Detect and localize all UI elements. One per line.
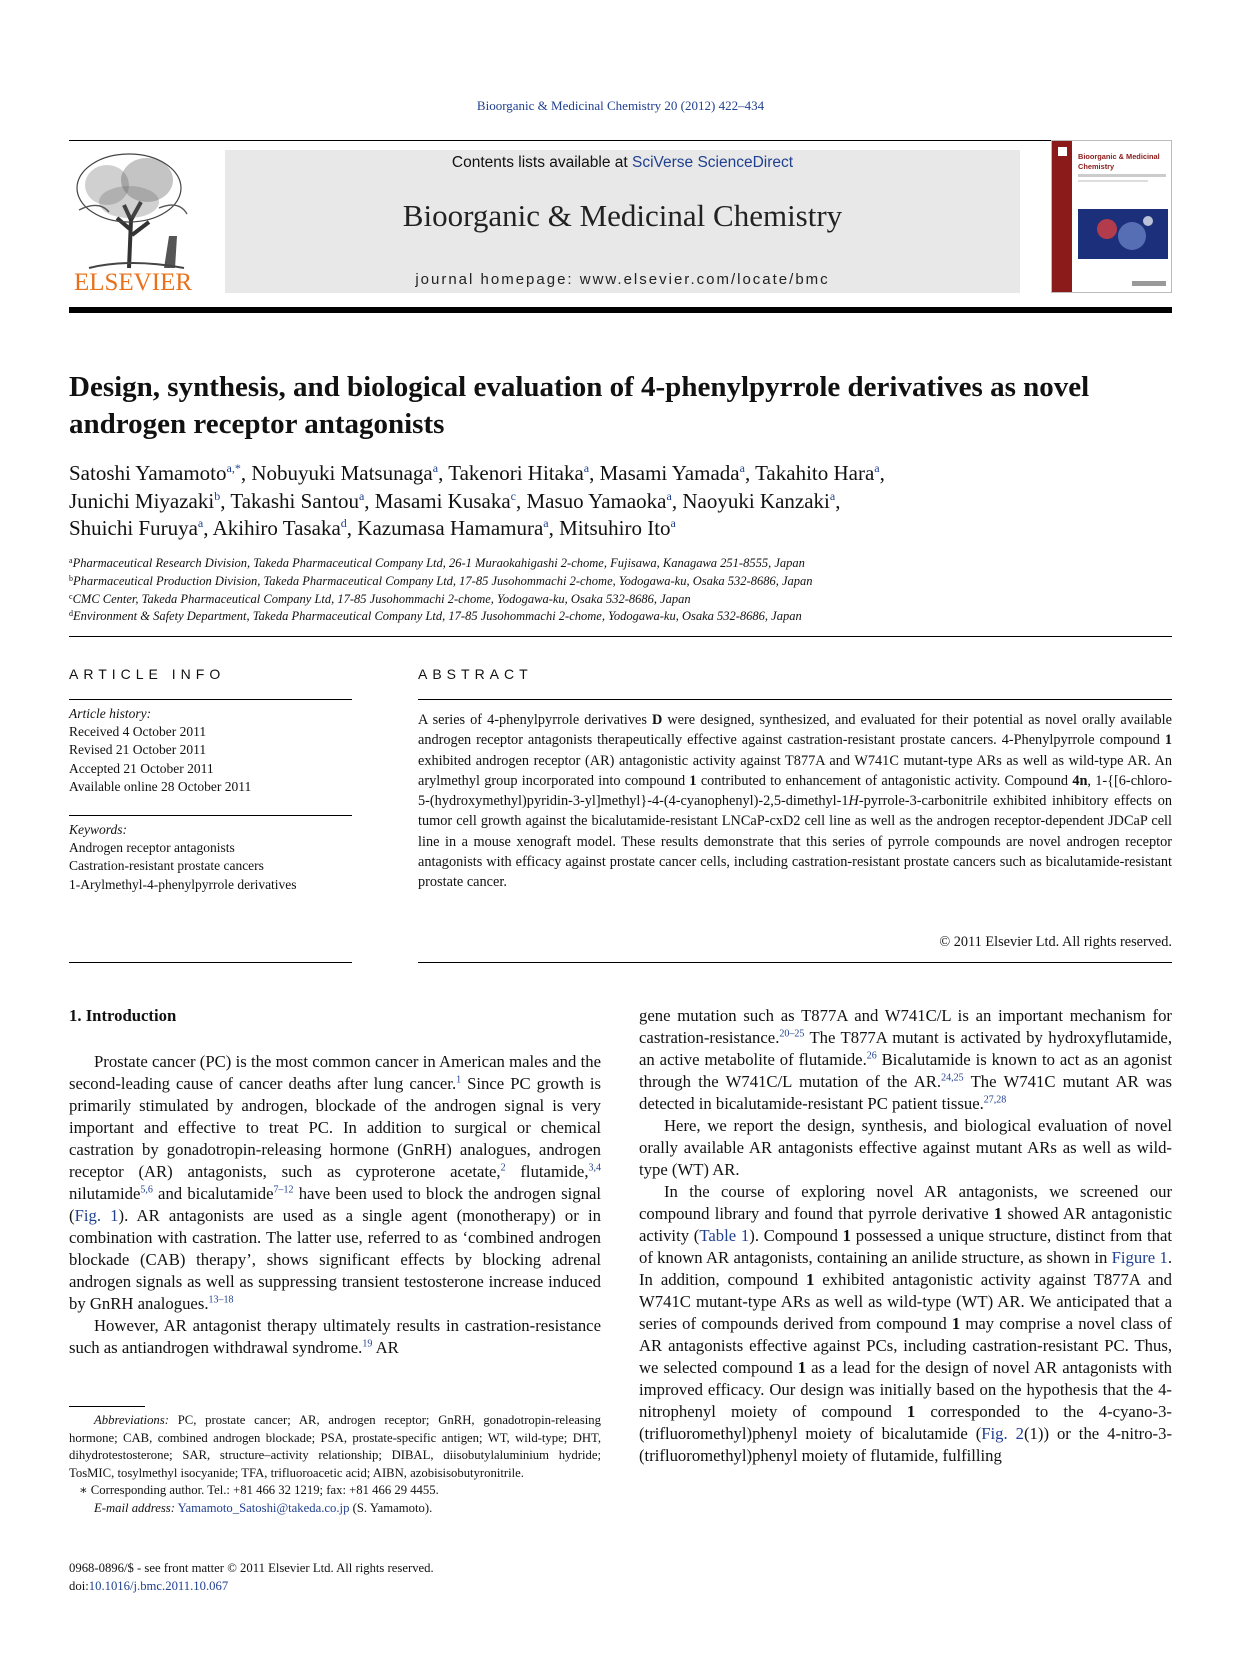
author-name[interactable]: Kazumasa Hamamura <box>357 516 544 540</box>
intro-paragraph-1: Prostate cancer (PC) is the most common cancer in American males and the second-leading cause of cancer deaths after lung cancer.$^1$ Since PC growth is primarily stimulated by androgen, blockade of the androgen signal is very important and effective to treat PC. In addition to surgical or chemical castration by gonadotropin-releasing hormone (GnRH) analogues, androgen receptor (AR) antagonists, such as cyproterone acetate,$^2$ flutamide,$^{3,4}$ nilutamide$^{5,6}$ and bicalutamide$^{7-12}$ have been used to block the androgen signal (Fig. 1). AR antagonists are used as a single agent (monotherapy) or in combination with castration. The latter use, referred to as ‘combined androgen blockade (CAB) therapy’, shows significant effects by blocking adrenal androgen signals as well as suppressing transient testosterone increase induced by GnRH analogues.$^{13-18}$ <box>69 1052 602 1313</box>
author-affiliation-mark[interactable]: b <box>214 488 221 503</box>
history-accepted: Accepted 21 October 2011 <box>69 760 214 776</box>
introduction-heading: 1. Introduction <box>69 1006 177 1025</box>
affiliation-b: $^b$Pharmaceutical Production Division, Takeda Pharmaceutical Company Ltd, 17-85 Jusohommachi 2-chome, Yodogawa-ku, Osaka 532-8686, Japan <box>69 573 813 588</box>
corresponding-author: ∗ Corresponding author. Tel.: +81 466 32 1219; fax: +81 466 29 4455. <box>79 1483 439 1497</box>
header-rule <box>69 140 1172 141</box>
author-separator: , <box>220 488 231 513</box>
citation[interactable]: 5,6 <box>140 1184 153 1196</box>
citation[interactable]: 13–18 <box>208 1294 234 1306</box>
author-name[interactable]: Naoyuki Kanzaki <box>682 488 830 513</box>
citation[interactable]: 20–25 <box>779 1028 805 1040</box>
citation[interactable]: 19 <box>362 1338 373 1350</box>
footnote-rule <box>69 1406 145 1407</box>
abbreviations-footnote: Abbreviations: PC, prostate cancer; AR, androgen receptor; GnRH, gonadotropin-releasing hormone; CAB, combined androgen blockade; PSA, prostate-specific antigen; WT, wild-type; DHT, dihydrotestosterone; SAR, structure–activity relationship; DIBAL, diisobutylaluminium hydride; TosMIC, tosylmethyl isocyanide; TFA, trifluoroacetic acid; AIBN, azobisisobutyronitrile. <box>69 1413 601 1480</box>
author-name[interactable]: Takashi Santou <box>230 488 359 513</box>
keywords <box>69 821 352 894</box>
keywords-rule <box>69 815 352 816</box>
abstract-heading: ABSTRACT <box>418 666 533 682</box>
abstract-text: A series of 4-phenylpyrrole derivatives D were designed, synthesized, and evaluated for their potential as novel orally available androgen receptor antagonists therapeutically effective against castration-resistant prostate cancers. 4-Phenylpyrrole compound 1 exhibited androgen receptor (AR) antagonistic activity against T877A and W741C mutant-type ARs as well as wild-type AR. An arylmethyl group incorporated into compound 1 contributed to enhancement of antagonistic activity. Compound 4n, 1-{[6-chloro-5-(hydroxymethyl)pyridin-3-yl]methyl}-4-(4-cyanophenyl)-2,5-dimethyl-1H-pyrrole-3-carbonitrile exhibited inhibitory effects on tumor cell growth against the bicalutamide-resistant LNCaP-cxD2 cell line as well as the androgen receptor-dependent JDCaP cell line in a mouse xenograft model. These results demonstrate that this series of pyrrole compounds are novel androgen receptor antagonists with efficacy against prostate cancer cells, including castration-resistant prostate cancers such as bicalutamide-resistant prostate cancer. <box>418 712 1172 891</box>
keywords-label: Keywords: <box>69 822 127 837</box>
journal-cover[interactable] <box>1051 140 1172 293</box>
intro-paragraph-2-cont: gene mutation such as T877A and W741C/L is an important mechanism for castration-resistance.$^{20-25}$ The T877A mutant is activated by hydroxyflutamide, an active metabolite of flutamide.$^{26}$ Bicalutamide is known to act as an agonist through the W741C/L mutation of the AR.$^{24,25}$ The W741C mutant AR was detected in bicalutamide-resistant PC patient tissue.$^{27,28}$ <box>639 1006 1173 1113</box>
author-name[interactable]: Junichi Miyazaki <box>69 488 215 513</box>
author-name[interactable]: Masami Yamada <box>599 461 740 485</box>
author-name[interactable]: Akihiro Tasaka <box>212 516 341 540</box>
author-name[interactable]: Nobuyuki Matsunaga <box>251 461 433 485</box>
author-separator: , <box>671 488 683 513</box>
elsevier-logo[interactable] <box>69 150 197 295</box>
author-separator: , <box>346 516 358 540</box>
keyword-1: Androgen receptor antagonists <box>69 840 235 856</box>
intro-left-column <box>69 1051 601 1359</box>
citation[interactable]: 7–12 <box>273 1184 294 1196</box>
author-line-3 <box>69 515 1172 543</box>
history-online: Available online 28 October 2011 <box>69 778 252 794</box>
cover-image-icon <box>1052 141 1172 293</box>
author-name[interactable]: Satoshi Yamamoto <box>69 461 227 485</box>
author-affiliation-mark[interactable]: d <box>340 516 347 530</box>
history-label: Article history: <box>69 706 152 721</box>
page-footer <box>69 1560 629 1595</box>
email-footnote: E-mail address: Yamamoto_Satoshi@takeda.co.jp (S. Yamamoto). <box>94 1500 433 1515</box>
author-affiliation-mark[interactable]: a <box>874 461 880 475</box>
intro-paragraph-2: However, AR antagonist therapy ultimately results in castration-resistance such as antiandrogen withdrawal syndrome.$^{19}$ AR <box>69 1316 601 1357</box>
author-affiliation-mark[interactable]: a <box>358 488 365 503</box>
keyword-3: 1-Arylmethyl-4-phenylpyrrole derivatives <box>69 876 297 892</box>
author-affiliation-mark[interactable]: a <box>583 461 590 475</box>
author-name[interactable]: Shuichi Furuya <box>69 516 198 540</box>
affiliation-divider <box>69 636 1172 637</box>
svg-text:Bioorganic & Medicinal: Bioorganic & Medicinal <box>1078 152 1160 161</box>
figure-1-link[interactable]: Figure 1 <box>1111 1248 1168 1267</box>
author-separator: , <box>203 516 213 540</box>
article-info-rule <box>69 699 352 700</box>
affiliation-a: $^a$Pharmaceutical Research Division, Takeda Pharmaceutical Company Ltd, 26-1 Muraokahigashi 2-chome, Fujisawa, Kanagawa 251-8555, Japan <box>69 556 805 570</box>
history-revised: Revised 21 October 2011 <box>69 742 207 758</box>
doi-line: doi:10.1016/j.bmc.2011.10.067 <box>69 1578 229 1593</box>
author-line-1 <box>69 460 1172 488</box>
citation[interactable]: 24,25 <box>941 1072 964 1084</box>
author-affiliation-mark[interactable]: a <box>829 488 836 503</box>
author-separator: , <box>364 488 375 513</box>
author-separator: , <box>744 461 756 485</box>
figure-1-link[interactable]: Fig. 1 <box>74 1206 119 1225</box>
article-title: Design, synthesis, and biological evaluation of 4-phenylpyrrole derivatives as novel androgen receptor antagonists <box>69 371 1090 440</box>
citation[interactable]: 2 <box>500 1162 506 1174</box>
intro-paragraph-4: In the course of exploring novel AR antagonists, we screened our compound library and found that pyrrole derivative 1 showed AR antagonistic activity (Table 1). Compound 1 possessed a unique structure, distinct from that of known AR antagonists, containing an anilide structure, as shown in Figure 1. In addition, compound 1 exhibited antagonistic activity against T877A and W741C mutant-type ARs as well as wild-type (WT) AR. We anticipated that a series of compounds derived from compound 1 may comprise a novel class of AR antagonists effective against PCs, including castration-resistant PC. Thus, we selected compound 1 as a lead for the design of novel AR antagonists with improved efficacy. Our design was initially based on the hypothesis that the 4-nitrophenyl moiety of compound 1 corresponded to the 4-cyano-3-(trifluoromethyl)phenyl moiety of bicalutamide (Fig. 2(1)) or the 4-nitro-3-(trifluoromethyl)phenyl moiety of flutamide, fulfilling <box>639 1182 1173 1465</box>
author-name[interactable]: Masami Kusaka <box>374 488 511 513</box>
author-separator: , <box>548 516 560 540</box>
author-name[interactable]: Takahito Hara <box>755 461 875 485</box>
journal-name: Bioorganic & Medicinal Chemistry <box>402 198 843 233</box>
history-received: Received 4 October 2011 <box>69 724 207 740</box>
email-link[interactable]: Yamamoto_Satoshi@takeda.co.jp <box>177 1500 350 1515</box>
article-history <box>69 705 352 796</box>
author-affiliation-mark[interactable]: a,* <box>226 461 241 475</box>
affiliation-c: $^c$CMC Center, Takeda Pharmaceutical Company Ltd, 17-85 Jusohommachi 2-chome, Yodogawa-ku, Osaka 532-8686, Japan <box>69 591 691 606</box>
author-separator: , <box>879 461 885 485</box>
affiliation-d: $^d$Environment & Safety Department, Takeda Pharmaceutical Company Ltd, 17-85 Jusohommachi 2-chome, Yodogawa-ku, Osaka 532-8686, Japan <box>69 609 802 624</box>
citation[interactable]: 26 <box>866 1050 877 1062</box>
author-name[interactable]: Takenori Hitaka <box>448 461 584 485</box>
article-info-heading: ARTICLE INFO <box>69 666 226 682</box>
article-info-bottom-rule <box>69 962 352 963</box>
svg-text:Chemistry: Chemistry <box>1078 162 1115 171</box>
citation[interactable]: 3,4 <box>588 1162 601 1174</box>
author-separator: , <box>835 488 841 513</box>
author-separator: , <box>516 488 527 513</box>
author-line-2 <box>69 488 1172 516</box>
author-name[interactable]: Masuo Yamaoka <box>526 488 667 513</box>
intro-right-column <box>639 1005 1172 1467</box>
journal-citation[interactable]: Bioorganic & Medicinal Chemistry 20 (2012) 422–434 <box>476 98 765 113</box>
citation[interactable]: 27,28 <box>983 1094 1007 1106</box>
header-thick-rule <box>69 307 1172 313</box>
abstract-bottom-rule <box>418 962 1172 963</box>
contents-line <box>225 154 1020 172</box>
author-affiliation-mark[interactable]: c <box>510 488 516 503</box>
sciencedirect-link[interactable]: SciVerse ScienceDirect <box>631 154 794 171</box>
author-affiliation-mark[interactable]: a <box>739 461 745 475</box>
author-separator: , <box>589 461 600 485</box>
author-affiliation-mark[interactable]: a <box>670 516 676 530</box>
abstract-rule <box>418 699 1172 700</box>
contents-prefix: Contents lists available at <box>451 154 632 171</box>
author-separator: , <box>438 461 449 485</box>
keyword-2: Castration-resistant prostate cancers <box>69 858 264 874</box>
author-affiliation-mark[interactable]: a <box>432 461 439 475</box>
issn-line: 0968-0896/$ - see front matter © 2011 Elsevier Ltd. All rights reserved. <box>69 1561 434 1575</box>
footnotes <box>69 1412 601 1517</box>
intro-paragraph-3: Here, we report the design, synthesis, and biological evaluation of novel orally available AR antagonists effective against mutant ARs as well as wild-type (WT) AR. <box>639 1116 1172 1179</box>
abstract-copyright: © 2011 Elsevier Ltd. All rights reserved. <box>939 934 1172 950</box>
elsevier-wordmark: ELSEVIER <box>73 269 193 295</box>
author-affiliation-mark[interactable]: a <box>666 488 672 503</box>
author-name[interactable]: Mitsuhiro Ito <box>559 516 671 540</box>
figure-2-link[interactable]: Fig. 2 <box>981 1424 1024 1443</box>
affiliations <box>69 555 1172 626</box>
doi-link[interactable]: 10.1016/j.bmc.2011.10.067 <box>88 1578 229 1593</box>
tree-logo-icon <box>69 150 197 295</box>
author-separator: , <box>240 461 252 485</box>
table-1-link[interactable]: Table 1 <box>699 1226 750 1245</box>
author-affiliation-mark[interactable]: a <box>197 516 204 530</box>
author-affiliation-mark[interactable]: a <box>543 516 549 530</box>
citation[interactable]: 1 <box>456 1074 462 1086</box>
journal-homepage[interactable]: journal homepage: www.elsevier.com/locate/bmc <box>415 271 830 288</box>
author-list <box>69 460 1172 543</box>
